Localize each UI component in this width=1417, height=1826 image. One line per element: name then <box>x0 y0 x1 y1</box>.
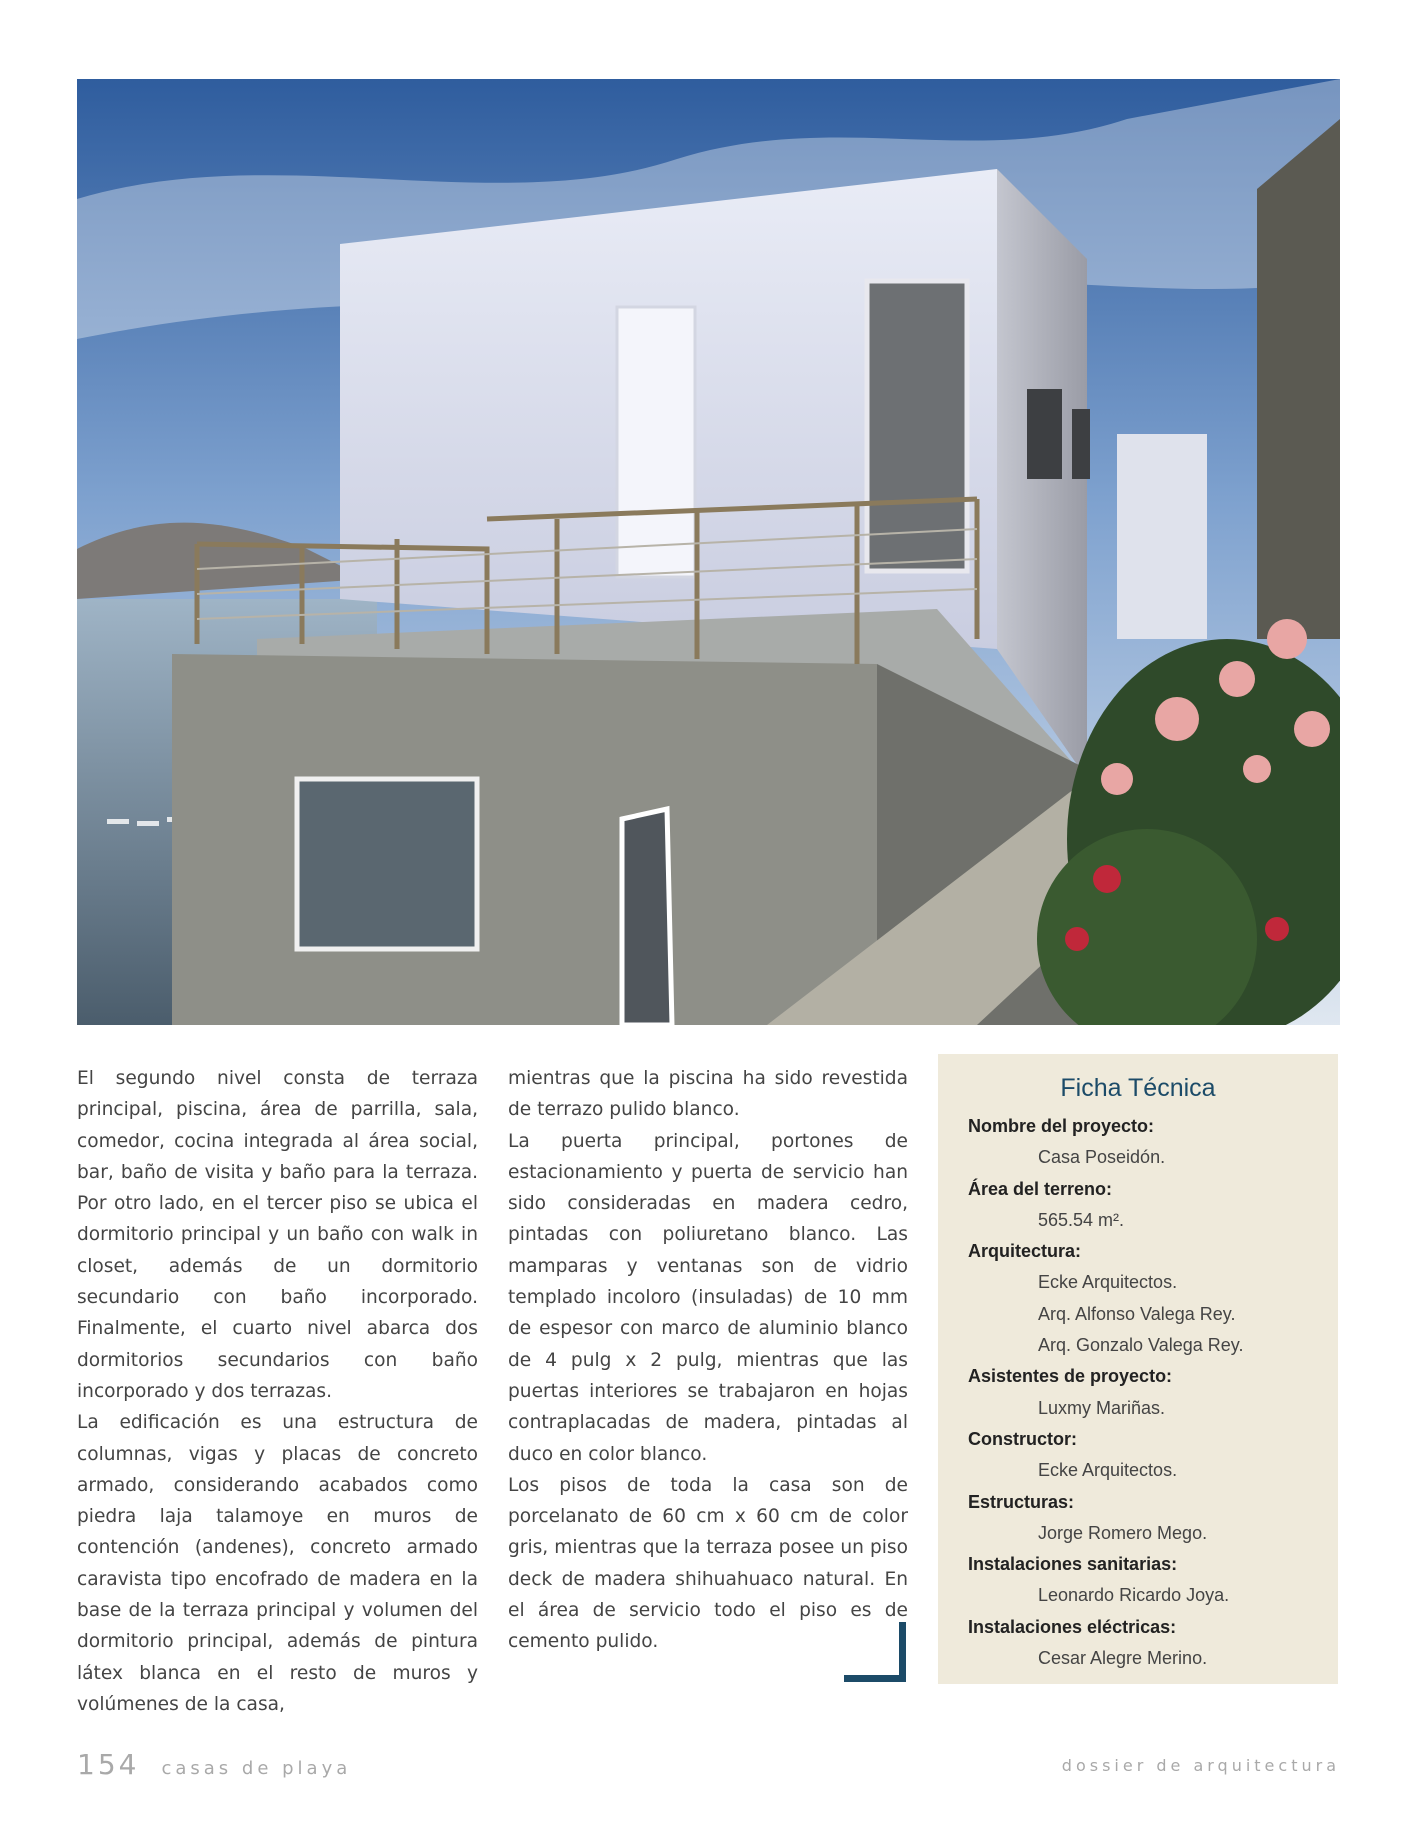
article-paragraph: Los pisos de toda la casa son de porcelanato de 60 cm x 60 cm de color gris, mientras que la terraza posee un piso deck de madera shihuahuaco natural. En el área de servicio todo el piso es de cemento pulido. <box>508 1474 908 1653</box>
ficha-tecnica-box <box>938 1054 1338 1684</box>
article-column-2 <box>508 1063 908 1658</box>
article-paragraph: La edificación es una estructura de columnas, vigas y placas de concreto armado, considerando acabados como piedra laja talamoye en muros de contención (andenes), concreto armado caravista tipo encofrado de madera en la base de la terraza principal y volumen del dormitorio principal, además de pintura látex blanca en el resto de muros y volúmenes de la casa, <box>77 1412 478 1715</box>
ficha-value: 565.54 m². <box>1038 1209 1125 1230</box>
ficha-list <box>968 1111 1328 1674</box>
ficha-value: Leonardo Ricardo Joya. <box>1038 1585 1230 1606</box>
magazine-name: casas de playa <box>161 1758 352 1779</box>
ficha-value: Luxmy Mariñas. <box>1038 1397 1166 1418</box>
article-paragraph: mientras que la piscina ha sido revestida de terrazo pulido blanco. <box>508 1068 908 1121</box>
ficha-label: Instalaciones eléctricas: <box>968 1616 1177 1637</box>
ficha-value: Ecke Arquitectos. <box>1038 1272 1178 1293</box>
ficha-value: Arq. Alfonso Valega Rey. <box>1038 1303 1236 1324</box>
article-paragraph: La puerta principal, portones de estacionamiento y puerta de servicio han sido consideradas en madera cedro, pintadas con poliuretano blanco. Las mamparas y ventanas son de vidrio templado incoloro (insuladas) de 10 mm de espesor con marco de aluminio blanco de 4 pulg x 2 pulg, mientras que las puertas interiores se trabajaron en hojas contraplacadas de madera, pintadas al duco en color blanco. <box>508 1130 908 1465</box>
footer-left <box>77 1748 351 1781</box>
ficha-value: Cesar Alegre Merino. <box>1038 1648 1208 1669</box>
ficha-value: Casa Poseidón. <box>1038 1147 1166 1168</box>
ficha-label: Estructuras: <box>968 1491 1075 1512</box>
ficha-label: Constructor: <box>968 1428 1077 1449</box>
ficha-value: Ecke Arquitectos. <box>1038 1460 1178 1481</box>
page-number: 154 <box>77 1748 140 1781</box>
article-column-1 <box>77 1063 478 1720</box>
ficha-label: Instalaciones sanitarias: <box>968 1554 1178 1575</box>
article-paragraph: El segundo nivel consta de terraza principal, piscina, área de parrilla, sala, comedor, cocina integrada al área social, bar, baño de visita y baño para la terraza. Por otro lado, en el tercer piso se ubica el dormitorio principal y un baño con walk in closet, además de un dormitorio secundario con baño incorporado. Finalmente, el cuarto nivel abarca dos dormitorios secundarios con baño incorporado y dos terrazas. <box>77 1068 478 1402</box>
ficha-label: Nombre del proyecto: <box>968 1116 1155 1136</box>
ficha-label: Asistentes de proyecto: <box>968 1366 1173 1387</box>
ficha-value: Jorge Romero Mego. <box>1038 1522 1208 1543</box>
house-photo <box>77 79 1340 1025</box>
article-end-mark <box>844 1622 906 1682</box>
ficha-title: Ficha Técnica <box>1060 1074 1216 1102</box>
section-name: dossier de arquitectura <box>1061 1756 1340 1775</box>
ficha-label: Arquitectura: <box>968 1241 1082 1262</box>
ficha-value: Arq. Gonzalo Valega Rey. <box>1038 1335 1244 1356</box>
ficha-label: Área del terreno: <box>968 1178 1113 1199</box>
